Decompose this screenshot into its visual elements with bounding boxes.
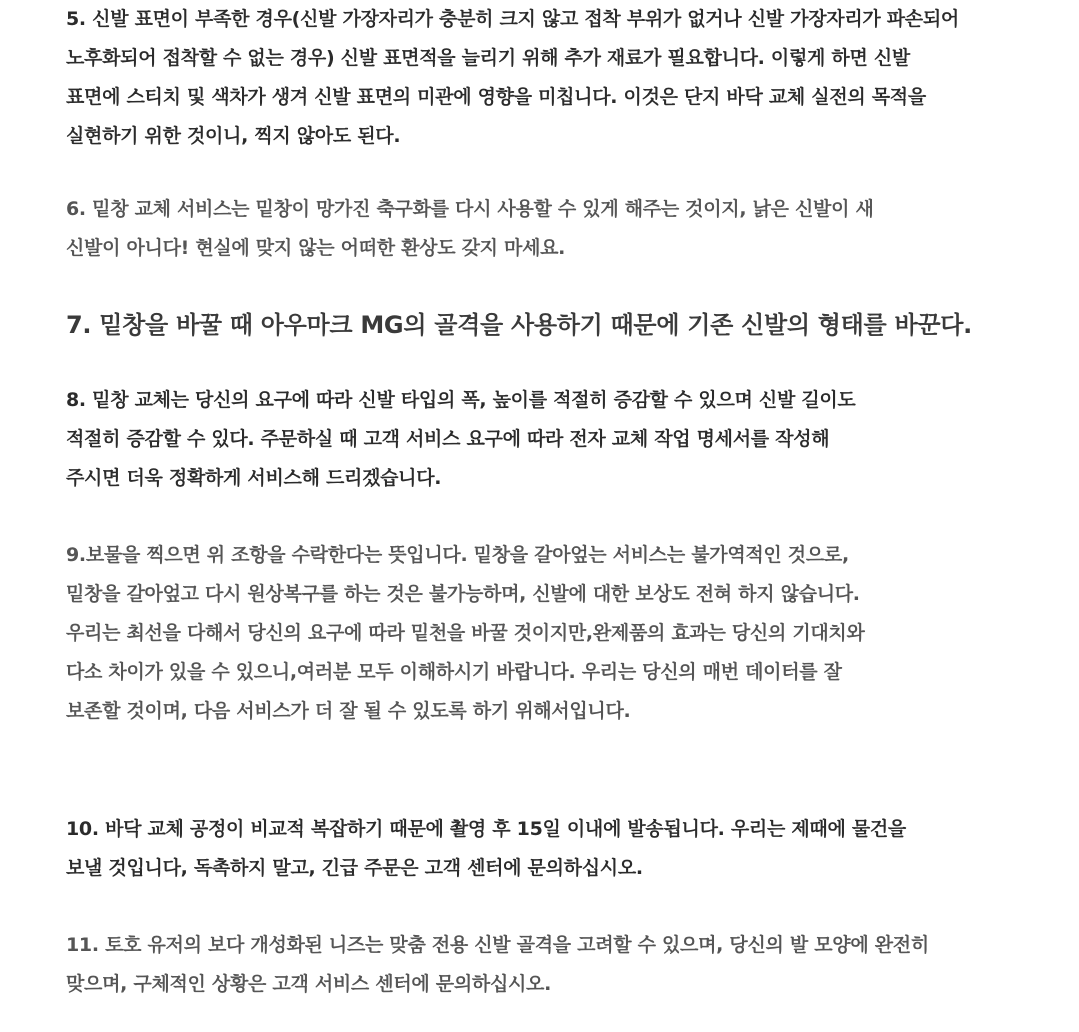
text-line: 9.보물을 찍으면 위 조항을 수락한다는 뜻입니다. 밑창을 갈아엎는 서비스는 불가역적인 것으로, xyxy=(66,544,849,566)
text-line: 11. 토호 유저의 보다 개성화된 니즈는 맞춤 전용 신발 골격을 고려할 수 있으며, 당신의 발 모양에 완전히 xyxy=(66,934,929,956)
text-line: 다소 차이가 있을 수 있으니,여러분 모두 이해하시기 바랍니다. 우리는 당신의 매번 데이터를 잘 xyxy=(66,661,842,683)
text-line: 노후화되어 접착할 수 없는 경우) 신발 표면적을 늘리기 위해 추가 재료가 필요합니다. 이렇게 하면 신발 xyxy=(66,47,910,69)
text-line: 6. 밑창 교체 서비스는 밑창이 망가진 축구화를 다시 사용할 수 있게 해주는 것이지, 낡은 신발이 새 xyxy=(66,198,874,220)
clause-10-shipping-time xyxy=(66,810,906,888)
text-line: 보낼 것입니다, 독촉하지 말고, 긴급 주문은 고객 센터에 문의하십시오. xyxy=(66,857,643,879)
text-line: 보존할 것이며, 다음 서비스가 더 잘 될 수 있도록 하기 위해서입니다. xyxy=(66,700,631,722)
clause-7-heading: 7. 밑창을 바꿀 때 아우마크 MG의 골격을 사용하기 때문에 기존 신발의 형태를 바꾼다. xyxy=(66,311,972,339)
clause-9-irreversible-service xyxy=(66,536,865,731)
clause-11-custom-last xyxy=(66,926,929,1004)
text-line: 8. 밑창 교체는 당신의 요구에 따라 신발 타입의 폭, 높이를 적절히 증감할 수 있으며 신발 길이도 xyxy=(66,389,856,411)
text-line: 10. 바닥 교체 공정이 비교적 복잡하기 때문에 촬영 후 15일 이내에 발송됩니다. 우리는 제때에 물건을 xyxy=(66,818,906,840)
text-line: 우리는 최선을 다해서 당신의 요구에 따라 밑천을 바꿀 것이지만,완제품의 효과는 당신의 기대치와 xyxy=(66,622,865,644)
text-line: 신발이 아니다! 현실에 맞지 않는 어떠한 환상도 갖지 마세요. xyxy=(66,237,566,259)
text-line: 맞으며, 구체적인 상황은 고객 서비스 센터에 문의하십시오. xyxy=(66,973,552,995)
text-line: 밑창을 갈아엎고 다시 원상복구를 하는 것은 불가능하며, 신발에 대한 보상도 전혀 하지 않습니다. xyxy=(66,583,860,605)
text-line: 적절히 증감할 수 있다. 주문하실 때 고객 서비스 요구에 따라 전자 교체 작업 명세서를 작성해 xyxy=(66,428,830,450)
text-line: 표면에 스티치 및 색차가 생겨 신발 표면의 미관에 영향을 미칩니다. 이것은 단지 바닥 교체 실전의 목적을 xyxy=(66,86,926,108)
text-line: 주시면 더욱 정확하게 서비스해 드리겠습니다. xyxy=(66,467,442,489)
clause-6-not-new-shoes xyxy=(66,190,874,268)
clause-5-insufficient-surface xyxy=(66,0,959,156)
text-line: 실현하기 위한 것이니, 찍지 않아도 된다. xyxy=(66,125,401,147)
text-line: 5. 신발 표면이 부족한 경우(신발 가장자리가 충분히 크지 않고 접착 부위가 없거나 신발 가장자리가 파손되어 xyxy=(66,8,959,30)
clause-8-size-adjustment xyxy=(66,381,855,498)
